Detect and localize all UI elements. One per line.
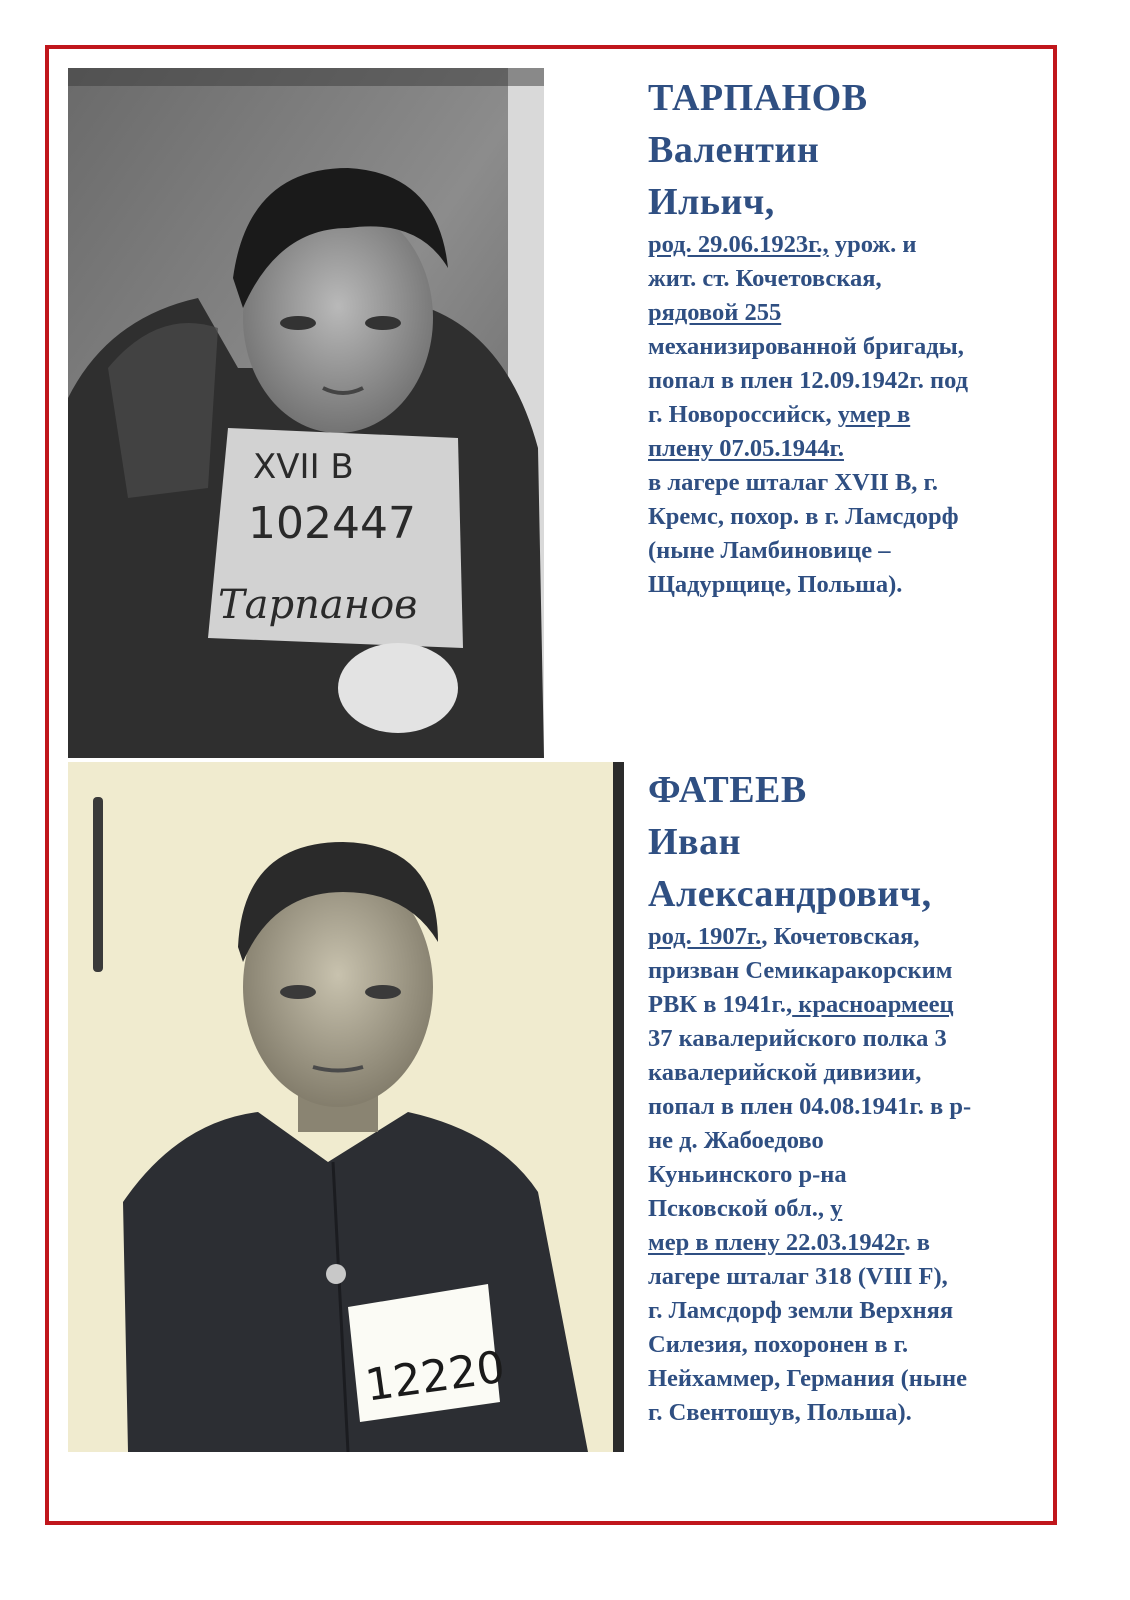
portrait-photo-tarpanov — [68, 68, 544, 758]
photo-sign-camp: XVII B — [253, 447, 354, 487]
bio-fateev — [648, 764, 1048, 1430]
bio-line: (ныне Ламбиновице – — [648, 537, 891, 564]
bio-line: призван Семикаракорским — [648, 957, 953, 984]
bio-line: механизированной бригады, — [648, 333, 964, 360]
bio-line: мер в плену 22.03.1942г. в — [648, 1229, 930, 1256]
bio-line: не д. Жабоедово — [648, 1127, 824, 1154]
bio-line: РВК в 1941г., красноармеец — [648, 991, 954, 1018]
bio-line: г. Ламсдорф земли Верхняя — [648, 1297, 954, 1324]
photo-sign-number: 102447 — [248, 498, 416, 549]
bio-tarpanov — [648, 72, 1048, 602]
bio-line: род. 1907г., Кочетовская, — [648, 923, 920, 950]
first-name: Валентин — [648, 129, 820, 171]
bio-line: Куньинского р-на — [648, 1161, 847, 1188]
bio-line: жит. ст. Кочетовская, — [648, 265, 882, 292]
photo-sign — [208, 428, 463, 648]
photo-number-card — [348, 1284, 508, 1422]
bio-line: попал в плен 04.08.1941г. в р- — [648, 1093, 972, 1120]
patronymic: Александрович — [648, 873, 922, 915]
bio-line: г. Свентошув, Польша). — [648, 1399, 912, 1426]
bio-line: рядовой 255 — [648, 299, 782, 326]
bio-line: Кремс, похор. в г. Ламсдорф — [648, 503, 959, 530]
surname: ТАРПАНОВ — [648, 77, 868, 119]
bio-line: лагере шталаг 318 (VIII F), — [648, 1263, 948, 1290]
bio-line: кавалерийской дивизии, — [648, 1059, 922, 1086]
photo-number: 12220 — [362, 1341, 508, 1412]
bio-line: в лагере шталаг XVII B, г. — [648, 469, 939, 496]
bio-line: род. 29.06.1923г., урож. и — [648, 231, 917, 258]
patronymic-line: Ильич, — [648, 181, 775, 223]
bio-line: 37 кавалерийского полка 3 — [648, 1025, 947, 1052]
bio-line: Щадурщице, Польша). — [648, 571, 903, 598]
surname: ФАТЕЕВ — [648, 769, 807, 811]
bio-line: г. Новороссийск, умер в — [648, 401, 911, 428]
first-name: Иван — [648, 821, 741, 863]
photo-sign-name: Тарпанов — [218, 582, 418, 628]
bio-line: Нейхаммер, Германия (ныне — [648, 1365, 967, 1392]
bio-line: плену 07.05.1944г. — [648, 435, 844, 462]
bio-line: попал в плен 12.09.1942г. под — [648, 367, 969, 394]
bio-line: Псковской обл., у — [648, 1195, 843, 1222]
patronymic: Ильич — [648, 181, 765, 223]
portrait-photo-fateev — [68, 762, 624, 1452]
patronymic-line: Александрович, — [648, 873, 932, 915]
bio-line: Силезия, похоронен в г. — [648, 1331, 909, 1358]
